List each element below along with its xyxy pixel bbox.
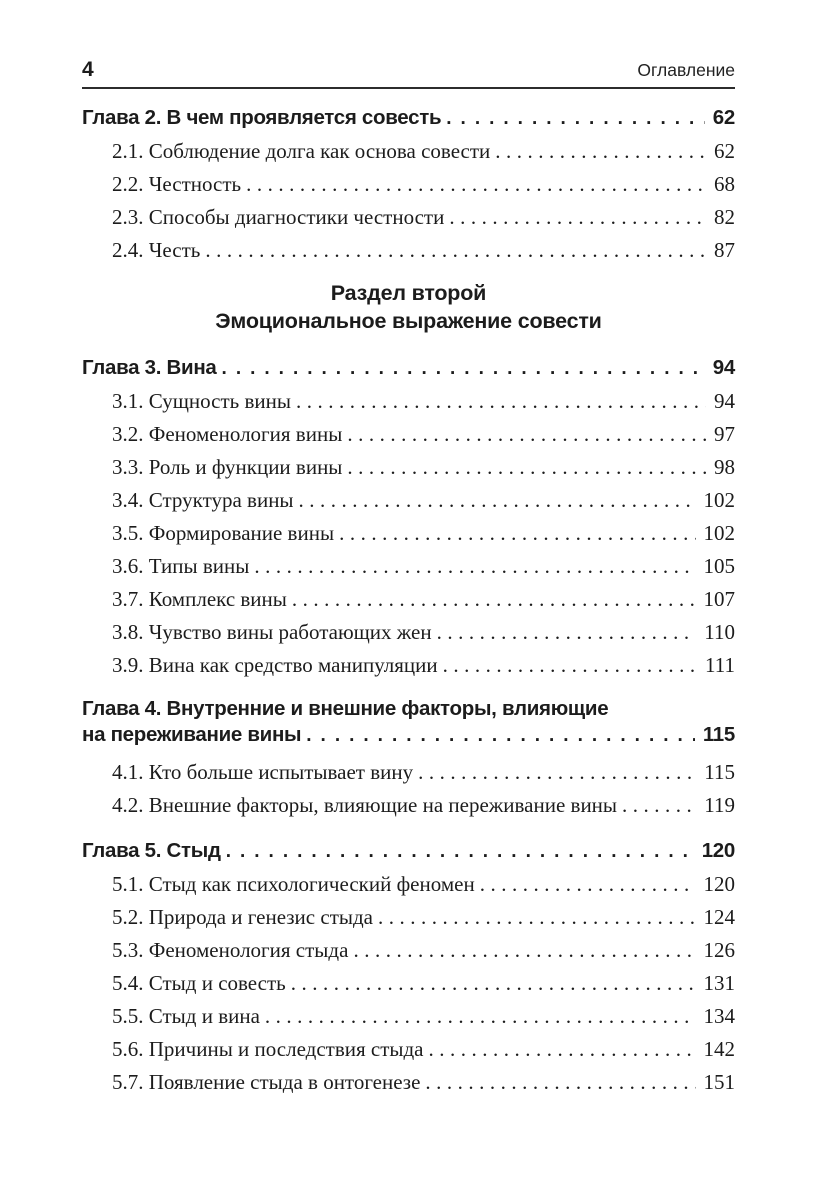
toc-entry-label: 3.6. Типы вины	[112, 554, 250, 578]
toc-list	[82, 101, 735, 1099]
dot-leader	[222, 351, 705, 385]
toc-sub-entry	[82, 868, 735, 901]
header-rule	[82, 87, 735, 89]
dot-leader	[306, 722, 695, 749]
toc-entry-label: 2.2. Честность	[112, 172, 242, 196]
toc-entry-label: 3.5. Формирование вины	[112, 521, 335, 545]
toc-sub-entry	[82, 550, 735, 583]
toc-entry-page: 111	[705, 653, 735, 677]
toc-entry-label: 3.2. Феноменология вины	[112, 422, 343, 446]
dot-leader	[299, 484, 696, 517]
dot-leader	[246, 168, 706, 201]
toc-chapter-title-line	[82, 696, 735, 722]
toc-entry-page: 115	[704, 760, 735, 784]
toc-entry-label: 5.5. Стыд и вина	[112, 1004, 260, 1028]
toc-entry-label: 5.3. Феноменология стыда	[112, 938, 349, 962]
toc-entry-label: 4.1. Кто больше испытывает вину	[112, 760, 414, 784]
section-heading-line: Эмоциональное выражение совести	[215, 309, 602, 333]
dot-leader	[347, 451, 706, 484]
dot-leader	[254, 550, 695, 583]
dot-leader	[292, 583, 696, 616]
toc-entry-label: 5.1. Стыд как психологический феномен	[112, 872, 475, 896]
toc-chapter-entry	[82, 834, 735, 868]
toc-sub-entry	[82, 1033, 735, 1066]
toc-entry-page: 126	[703, 938, 735, 962]
toc-entry-label: 3.1. Сущность вины	[112, 389, 291, 413]
page-number: 4	[82, 58, 94, 81]
toc-entry-page: 98	[714, 455, 735, 479]
dot-leader	[449, 201, 706, 234]
toc-entry-page: 62	[712, 106, 735, 129]
toc-entry-page: 134	[703, 1004, 735, 1028]
toc-sub-entry	[82, 1000, 735, 1033]
toc-entry-label: 3.7. Комплекс вины	[112, 587, 287, 611]
section-heading	[82, 279, 735, 335]
running-title: Оглавление	[637, 60, 735, 80]
toc-entry-label: 2.1. Соблюдение долга как основа совести	[112, 139, 491, 163]
toc-entry-page: 120	[703, 872, 735, 896]
toc-entry-label: Глава 3. Вина	[82, 356, 217, 379]
toc-entry-page: 142	[703, 1037, 735, 1061]
toc-entry-page: 68	[714, 172, 735, 196]
dot-leader	[429, 1033, 696, 1066]
toc-entry-label: 3.3. Роль и функции вины	[112, 455, 343, 479]
toc-entry-label: 3.4. Структура вины	[112, 488, 294, 512]
toc-sub-entry	[82, 484, 735, 517]
toc-entry-page: 87	[714, 238, 735, 262]
toc-entry-page: 94	[714, 389, 735, 413]
toc-entry-label: Глава 4. Внутренние и внешние факторы, влияющие	[82, 697, 609, 720]
toc-entry-page: 102	[703, 488, 735, 512]
dot-leader	[418, 756, 696, 789]
toc-sub-entry	[82, 583, 735, 616]
toc-entry-label: 3.8. Чувство вины работающих жен	[112, 620, 432, 644]
dot-leader	[425, 1066, 695, 1099]
toc-sub-entry	[82, 789, 735, 822]
toc-chapter-entry	[82, 351, 735, 385]
toc-sub-entry	[82, 901, 735, 934]
toc-entry-page: 110	[704, 620, 735, 644]
toc-entry-label: 5.4. Стыд и совесть	[112, 971, 286, 995]
page-header	[82, 58, 735, 82]
toc-entry-label: 5.7. Появление стыда в онтогенезе	[112, 1070, 421, 1094]
dot-leader	[446, 101, 705, 135]
dot-leader	[205, 234, 706, 267]
section-heading-line: Раздел второй	[330, 281, 487, 305]
dot-leader	[495, 135, 706, 168]
dot-leader	[226, 834, 694, 868]
toc-entry-label: Глава 2. В чем проявляется совесть	[82, 106, 442, 129]
dot-leader	[437, 616, 697, 649]
toc-sub-entry	[82, 649, 735, 682]
toc-sub-entry	[82, 517, 735, 550]
toc-sub-entry	[82, 616, 735, 649]
toc-entry-label: 5.2. Природа и генезис стыда	[112, 905, 373, 929]
toc-sub-entry	[82, 934, 735, 967]
toc-sub-entry	[82, 967, 735, 1000]
dot-leader	[347, 418, 706, 451]
toc-entry-page: 119	[704, 793, 735, 817]
toc-sub-entry	[82, 1066, 735, 1099]
toc-sub-entry	[82, 135, 735, 168]
toc-sub-entry	[82, 234, 735, 267]
toc-entry-page: 107	[703, 587, 735, 611]
toc-entry-page: 62	[714, 139, 735, 163]
toc-sub-entry	[82, 418, 735, 451]
dot-leader	[339, 517, 695, 550]
toc-entry-page: 82	[714, 205, 735, 229]
toc-sub-entry	[82, 201, 735, 234]
toc-sub-entry	[82, 385, 735, 418]
toc-entry-label: 5.6. Причины и последствия стыда	[112, 1037, 424, 1061]
dot-leader	[296, 385, 706, 418]
toc-sub-entry	[82, 451, 735, 484]
toc-entry-page: 115	[702, 723, 735, 746]
dot-leader	[353, 934, 695, 967]
dot-leader	[622, 789, 696, 822]
toc-entry-label: на переживание вины	[82, 723, 302, 746]
toc-entry-label: Глава 5. Стыд	[82, 839, 221, 862]
toc-entry-label: 2.3. Способы диагностики честности	[112, 205, 445, 229]
toc-entry-page: 131	[703, 971, 735, 995]
toc-entry-label: 2.4. Честь	[112, 238, 201, 262]
toc-entry-page: 120	[701, 839, 735, 862]
toc-entry-page: 124	[703, 905, 735, 929]
toc-entry-label: 4.2. Внешние факторы, влияющие на переживание вины	[112, 793, 618, 817]
toc-entry-page: 97	[714, 422, 735, 446]
dot-leader	[480, 868, 696, 901]
toc-chapter-entry	[82, 101, 735, 135]
toc-entry-page: 105	[703, 554, 735, 578]
dot-leader	[378, 901, 696, 934]
toc-entry-page: 151	[703, 1070, 735, 1094]
toc-sub-entry	[82, 756, 735, 789]
dot-leader	[265, 1000, 696, 1033]
toc-sub-entry	[82, 168, 735, 201]
toc-entry-label: 3.9. Вина как средство манипуляции	[112, 653, 438, 677]
dot-leader	[443, 649, 697, 682]
toc-entry-page: 94	[712, 356, 735, 379]
toc-entry-page: 102	[703, 521, 735, 545]
toc-chapter-entry	[82, 722, 735, 749]
dot-leader	[291, 967, 696, 1000]
